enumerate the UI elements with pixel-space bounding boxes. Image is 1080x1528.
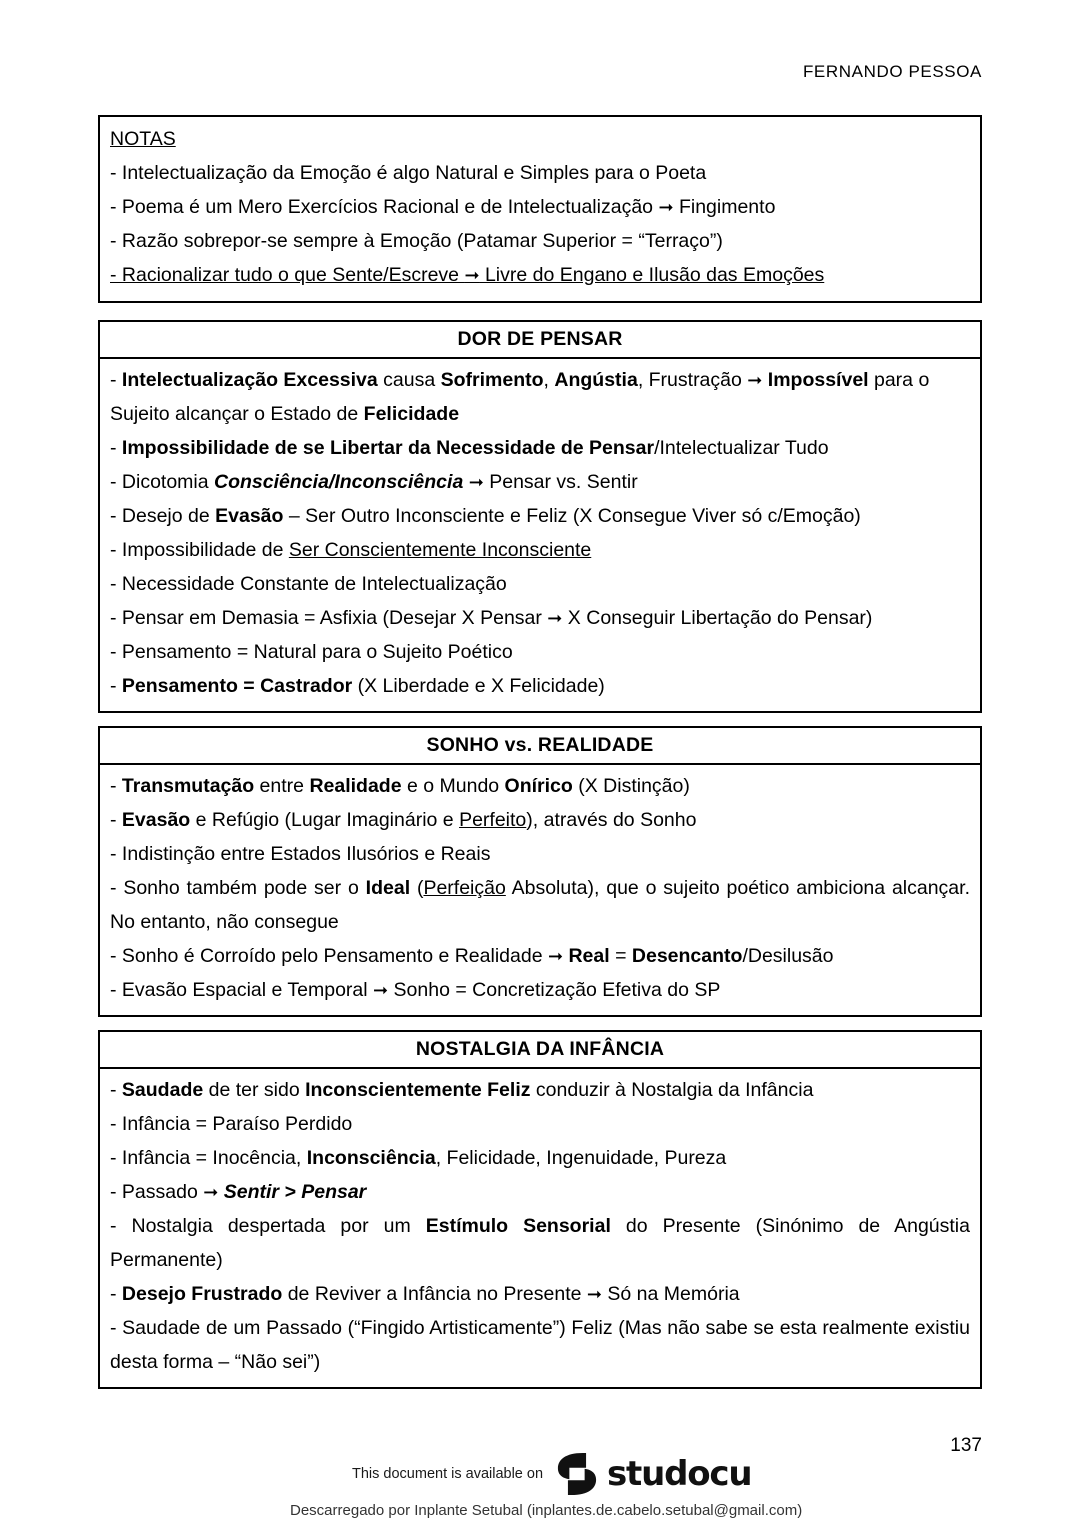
dor-line-4: - Desejo de Evasão – Ser Outro Inconsciente e Feliz (X Consegue Viver só c/Emoção) — [110, 505, 861, 528]
dor-de-pensar-title: DOR DE PENSAR — [100, 322, 980, 359]
arrow-icon: ➞ — [203, 1182, 219, 1204]
nostalgia-line-3: - Infância = Inocência, Inconsciência, Felicidade, Ingenuidade, Pureza — [110, 1147, 727, 1170]
dor-line-6: - Necessidade Constante de Intelectualização — [110, 572, 507, 595]
dor-line-1: - Intelectualização Excessiva causa Sofrimento, Angústia, Frustração ➞ Impossível para o Sujeito alcançar o Estado de Felicidade — [110, 369, 930, 426]
sonho-line-1: - Transmutação entre Realidade e o Mundo Onírico (X Distinção) — [110, 775, 690, 798]
sonho-line-3: - Indistinção entre Estados Ilusórios e Reais — [110, 843, 491, 866]
nostalgia-line-4: - Passado ➞ Sentir > Pensar — [110, 1181, 367, 1204]
sonho-line-6: - Evasão Espacial e Temporal ➞ Sonho = Concretização Efetiva do SP — [110, 978, 721, 1001]
nostalgia-line-5: - Nostalgia despertada por um Estímulo Sensorial do Presente (Sinónimo de Angústia Permanente) — [110, 1215, 970, 1272]
dor-line-8: - Pensamento = Natural para o Sujeito Poético — [110, 640, 513, 663]
dor-line-7: - Pensar em Demasia = Asfixia (Desejar X Pensar ➞ X Conseguir Libertação do Pensar) — [110, 606, 873, 629]
arrow-icon: ➞ — [747, 370, 763, 392]
nostalgia-infancia-body — [100, 1069, 980, 1386]
sonho-line-2: - Evasão e Refúgio (Lugar Imaginário e Perfeito), através do Sonho — [110, 809, 697, 832]
notes-box — [98, 115, 982, 303]
arrow-icon: ➞ — [586, 1283, 602, 1305]
nostalgia-line-7: - Saudade de um Passado (“Fingido Artisticamente”) Feliz (Mas não sabe se esta realmente existiu desta forma – “Não sei”) — [110, 1316, 970, 1373]
dor-line-9: - Pensamento = Castrador (X Liberdade e X Felicidade) — [110, 674, 605, 697]
dor-de-pensar-box — [98, 320, 982, 713]
nostalgia-line-1: - Saudade de ter sido Inconscientemente Feliz conduzir à Nostalgia da Infância — [110, 1079, 814, 1102]
studocu-logo-icon — [556, 1452, 598, 1496]
arrow-icon: ➞ — [547, 946, 564, 968]
nostalgia-line-2: - Infância = Paraíso Perdido — [110, 1113, 353, 1136]
nostalgia-infancia-title: NOSTALGIA DA INFÂNCIA — [100, 1032, 980, 1069]
notes-line-4: - Racionalizar tudo o que Sente/Escreve ➞ Livre do Engano e Ilusão das Emoções — [110, 263, 825, 286]
notes-line-3: - Razão sobrepor-se sempre à Emoção (Patamar Superior = “Terraço”) — [110, 229, 723, 252]
sonho-realidade-body — [100, 765, 980, 1014]
sonho-line-4: - Sonho também pode ser o Ideal (Perfeição Absoluta), que o sujeito poético ambiciona alcançar. No entanto, não consegue — [110, 877, 970, 934]
page-header: FERNANDO PESSOA — [802, 62, 982, 81]
nostalgia-line-6: - Desejo Frustrado de Reviver a Infância no Presente ➞ Só na Memória — [110, 1282, 740, 1305]
arrow-icon: ➞ — [373, 979, 389, 1001]
dor-de-pensar-body — [100, 359, 980, 710]
notes-heading: NOTAS — [110, 128, 176, 150]
sonho-realidade-box — [98, 726, 982, 1017]
studocu-logo[interactable] — [556, 1452, 751, 1496]
page-number: 137 — [950, 1435, 982, 1456]
notes-line-1: - Intelectualização da Emoção é algo Natural e Simples para o Poeta — [110, 161, 707, 184]
arrow-icon: ➞ — [464, 264, 480, 286]
dor-line-5: - Impossibilidade de Ser Conscientemente Inconsciente — [110, 539, 592, 562]
dor-line-2: - Impossibilidade de se Libertar da Necessidade de Pensar/Intelectualizar Tudo — [110, 437, 829, 460]
arrow-icon: ➞ — [547, 607, 563, 629]
dor-line-3: - Dicotomia Consciência/Inconsciência ➞ Pensar vs. Sentir — [110, 471, 638, 494]
sonho-line-5: - Sonho é Corroído pelo Pensamento e Realidade ➞ Real = Desencanto/Desilusão — [110, 945, 834, 968]
studocu-wordmark: studocu — [607, 1454, 752, 1494]
notes-line-2: - Poema é um Mero Exercícios Racional e de Intelectualização ➞ Fingimento — [110, 195, 776, 218]
nostalgia-infancia-box — [98, 1030, 982, 1389]
arrow-icon: ➞ — [658, 196, 674, 218]
sonho-realidade-title: SONHO vs. REALIDADE — [100, 728, 980, 765]
downloaded-by-label: Descarregado por Inplante Setubal (inplantes.de.cabelo.setubal@gmail.com) — [290, 1502, 803, 1519]
arrow-icon: ➞ — [468, 472, 484, 494]
notes-box-body — [100, 117, 980, 301]
available-on-label: This document is available on — [352, 1466, 544, 1482]
page-footer — [0, 1440, 1080, 1528]
